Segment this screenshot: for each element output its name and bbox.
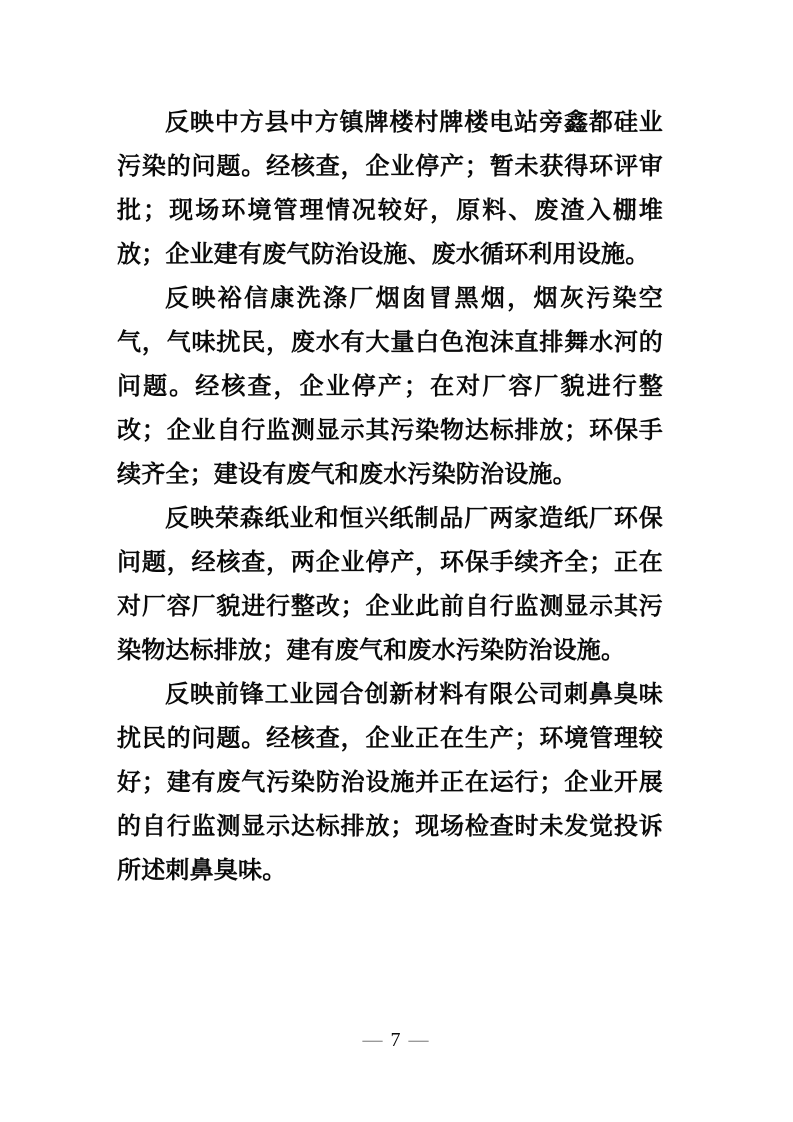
page-number: 7 <box>390 1029 403 1051</box>
paragraph-xindu-silicon: 反映中方县中方镇牌楼村牌楼电站旁鑫都硅业污染的问题。经核查，企业停产；暂未获得环评审批；现场环境管理情况较好，原料、废渣入棚堆放；企业建有废气防治设施、废水循环利用设施。 <box>117 110 663 268</box>
paragraph-hechuang-materials: 反映前锋工业园合创新材料有限公司刺鼻臭味扰民的问题。经核查，企业正在生产；环境管理较好；建有废气污染防治设施并正在运行；企业开展的自行监测显示达标排放；现场检查时未发觉投诉所述刺鼻臭味。 <box>117 682 663 884</box>
paragraph-yuxinkang-laundry: 反映裕信康洗涤厂烟囱冒黑烟，烟灰污染空气，气味扰民，废水有大量白色泡沫直排舞水河的问题。经核查，企业停产；在对厂容厂貌进行整改；企业自行监测显示其污染物达标排放；环保手续齐全；建设有废气和废水污染防治设施。 <box>117 286 663 488</box>
text-body <box>117 101 663 893</box>
paragraph-paper-mills: 反映荣森纸业和恒兴纸制品厂两家造纸厂环保问题，经核查，两企业停产，环保手续齐全；正在对厂容厂貌进行整改；企业此前自行监测显示其污染物达标排放；建有废气和废水污染防治设施。 <box>117 506 663 664</box>
page-footer <box>0 1026 793 1054</box>
footer-right-dash: — <box>408 1029 431 1051</box>
footer-left-dash: — <box>362 1029 385 1051</box>
